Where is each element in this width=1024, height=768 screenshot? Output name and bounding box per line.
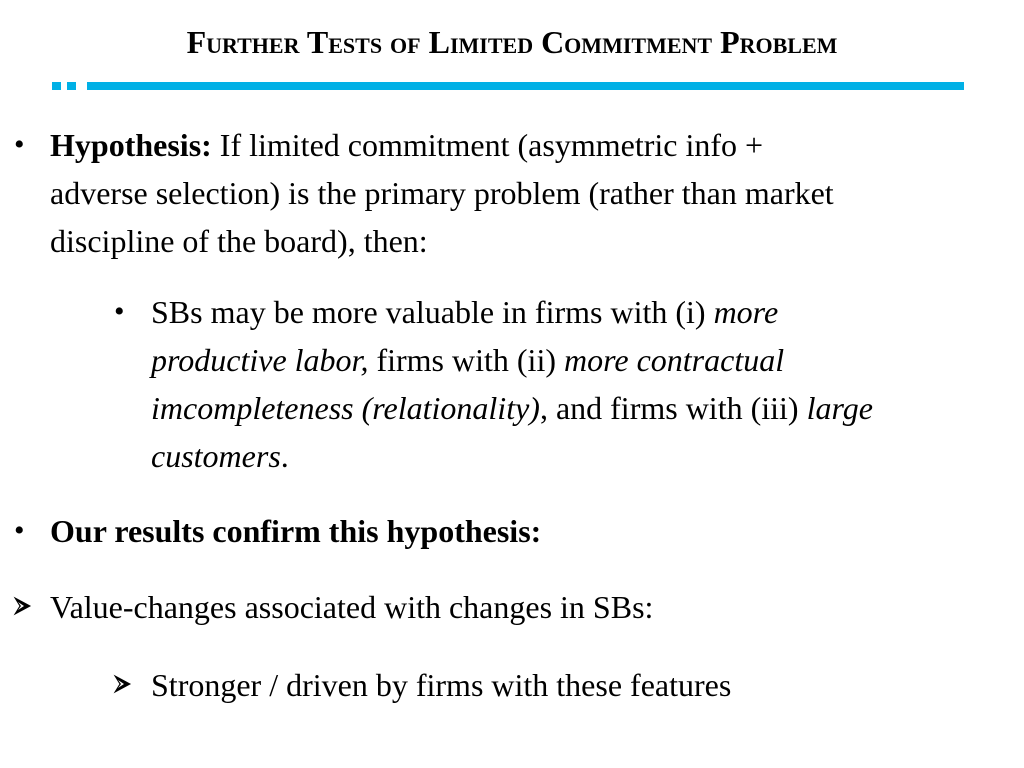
sub-text: .	[280, 438, 289, 474]
results-text	[50, 507, 541, 555]
hypothesis-text: If limited commitment (asymmetric info +	[211, 127, 764, 163]
separator-dot	[67, 82, 76, 90]
value-changes-text: Value-changes associated with changes in SBs:	[50, 589, 654, 625]
sub-italic: customers	[151, 438, 281, 474]
sub-italic: more contractual	[563, 342, 785, 378]
hypothesis-line-3: discipline of the board), then:	[50, 223, 428, 259]
sub-italic: large	[806, 390, 873, 426]
results-bold-text: Our results confirm this hypothesis:	[50, 513, 542, 549]
stronger-text: Stronger / driven by firms with these features	[151, 667, 732, 703]
sub-bullet-line-3	[151, 384, 873, 432]
bullet-dot-icon: •	[14, 514, 25, 547]
bullet-dot-icon: •	[14, 128, 25, 161]
sub-text: SBs may be more valuable in firms with (i)	[151, 294, 714, 330]
sub-bullet-line-2	[151, 336, 784, 384]
sub-bullet-line-4	[151, 432, 289, 480]
sub-text: firms with (ii)	[368, 342, 564, 378]
sub-italic: more	[713, 294, 779, 330]
hypothesis-label: Hypothesis:	[50, 127, 212, 163]
hypothesis-line-2: adverse selection) is the primary problem (rather than market	[50, 175, 834, 211]
separator-dot	[52, 82, 61, 90]
bullet-dot-icon: •	[114, 295, 125, 328]
arrow-bullet-icon	[13, 596, 33, 616]
separator-bar	[87, 82, 964, 90]
sub-italic: productive labor,	[151, 342, 369, 378]
sub-text: , and firms with (iii)	[539, 390, 807, 426]
arrow-bullet-icon	[113, 674, 133, 694]
slide-title: Further Tests of Limited Commitment Problem	[186, 24, 838, 60]
sub-italic: imcompleteness (relationality)	[151, 390, 540, 426]
sub-bullet-line-1	[151, 288, 778, 336]
hypothesis-line-1	[50, 121, 763, 169]
